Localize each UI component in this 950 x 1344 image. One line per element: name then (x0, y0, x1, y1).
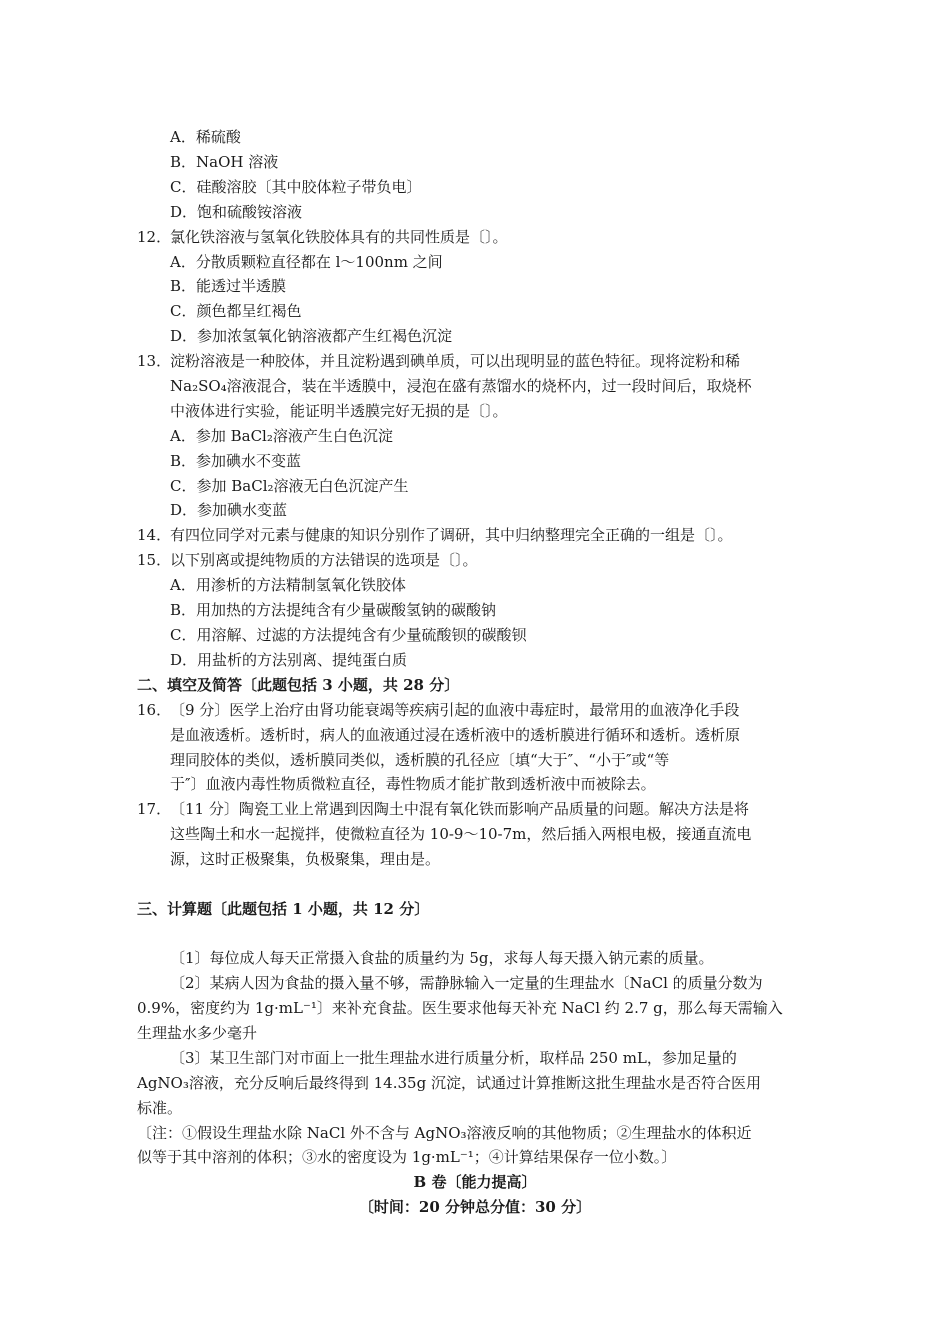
q11-option-b: B．NaOH 溶液 (170, 153, 279, 171)
calc-part3-line1: 〔3〕某卫生部门对市面上一批生理盐水进行质量分析，取样品 250 mL，参加足量的 (170, 1049, 737, 1067)
q15-option-b: B．用加热的方法提纯含有少量碳酸氢钠的碳酸钠 (170, 601, 497, 619)
q13-option-d: D．参加碘水变蓝 (170, 501, 288, 519)
calc-part2-line1: 〔2〕某病人因为食盐的摄入量不够，需静脉输入一定量的生理盐水〔NaCl 的质量分数为 (170, 974, 763, 992)
q17-line2: 这些陶土和水一起搅拌，使微粒直径为 10-9～10-7m，然后插入两根电极，接通直流电 (170, 825, 752, 843)
q16-line3: 理同胶体的类似，透析膜同类似，透析膜的孔径应〔填“大于″、“小于″或“等 (170, 751, 670, 769)
q12-option-d: D．参加浓氢氧化钠溶液都产生红褐色沉淀 (170, 327, 453, 345)
q13-stem-line2: Na₂SO₄溶液混合，装在半透膜中，浸泡在盛有蒸馏水的烧杯内，过一段时间后，取烧杯 (170, 377, 752, 395)
q14-stem: 有四位同学对元素与健康的知识分别作了调研，其中归纳整理完全正确的一组是〔〕。 (170, 526, 733, 544)
q12-number: 12． (137, 228, 172, 246)
q11-option-c: C．硅酸溶胶〔其中胶体粒子带负电〕 (170, 178, 422, 196)
calc-note-line1: 〔注：①假设生理盐水除 NaCl 外不含与 AgNO₃溶液反响的其他物质；②生理盐水的体积近 (137, 1124, 752, 1142)
q12-option-a: A．分散质颗粒直径都在 l～100nm 之间 (170, 253, 443, 271)
q12-option-b: B．能透过半透膜 (170, 277, 287, 295)
partB-title: B 卷〔能力提高〕 (413, 1173, 537, 1191)
q13-option-a: A．参加 BaCl₂溶液产生白色沉淀 (170, 427, 393, 445)
q11-option-a: A．稀硫酸 (170, 128, 241, 146)
calc-part1: 〔1〕每位成人每天正常摄入食盐的质量约为 5g，求每人每天摄入钠元素的质量。 (170, 949, 714, 967)
partB-subtitle: 〔时间：20 分钟总分值：30 分〕 (358, 1198, 592, 1216)
q15-option-d: D．用盐析的方法别离、提纯蛋白质 (170, 651, 408, 669)
q17-number: 17． (137, 800, 172, 818)
q15-number: 15． (137, 551, 172, 569)
q15-option-a: A．用渗析的方法精制氢氧化铁胶体 (170, 576, 406, 594)
q16-line1: 〔9 分〕医学上治疗由肾功能衰竭等疾病引起的血液中毒症时，最常用的血液净化手段 (170, 701, 740, 719)
calc-part3-line2: AgNO₃溶液，充分反响后最终得到 14.35g 沉淀，试通过计算推断这批生理盐水是否符合医用 (137, 1074, 761, 1092)
calc-note-line2: 似等于其中溶剂的体积；③水的密度设为 1g·mL⁻¹；④计算结果保存一位小数。〕 (137, 1148, 677, 1166)
q11-option-d: D．饱和硫酸铵溶液 (170, 203, 303, 221)
q15-option-c: C．用溶解、过滤的方法提纯含有少量硫酸钡的碳酸钡 (170, 626, 527, 644)
q16-line2: 是血液透析。透析时，病人的血液通过浸在透析液中的透析膜进行循环和透析。透析原 (170, 726, 741, 744)
q17-line1: 〔11 分〕陶瓷工业上常遇到因陶土中混有氧化铁而影响产品质量的问题。解决方法是将 (170, 800, 749, 818)
q12-stem: 氯化铁溶液与氢氧化铁胶体具有的共同性质是〔〕。 (170, 228, 508, 246)
q14-number: 14． (137, 526, 172, 544)
q16-number: 16． (137, 701, 172, 719)
q13-stem-line3: 中液体进行实验，能证明半透膜完好无损的是〔〕。 (170, 402, 508, 420)
q13-option-c: C．参加 BaCl₂溶液无白色沉淀产生 (170, 477, 409, 495)
q16-line4: 于″〕血液内毒性物质微粒直径，毒性物质才能扩散到透析液中而被除去。 (170, 775, 656, 793)
section3-heading: 三、计算题〔此题包括 1 小题，共 12 分〕 (137, 900, 430, 918)
q17-line3: 源，这时正极聚集，负极聚集，理由是。 (170, 850, 441, 868)
q13-number: 13． (137, 352, 172, 370)
calc-part2-line3: 生理盐水多少毫升 (137, 1024, 258, 1042)
calc-part2-line2: 0.9%，密度约为 1g·mL⁻¹〕来补充食盐。医生要求他每天补充 NaCl 约 2.7 g，那么每天需输入 (137, 999, 783, 1017)
section2-heading: 二、填空及简答〔此题包括 3 小题，共 28 分〕 (137, 676, 460, 694)
q13-stem-line1: 淀粉溶液是一种胶体，并且淀粉遇到碘单质，可以出现明显的蓝色特征。现将淀粉和稀 (170, 352, 741, 370)
q15-stem: 以下别离或提纯物质的方法错误的选项是〔〕。 (170, 551, 478, 569)
calc-part3-line3: 标准。 (137, 1099, 183, 1117)
q13-option-b: B．参加碘水不变蓝 (170, 452, 302, 470)
q12-option-c: C．颜色都呈红褐色 (170, 302, 302, 320)
